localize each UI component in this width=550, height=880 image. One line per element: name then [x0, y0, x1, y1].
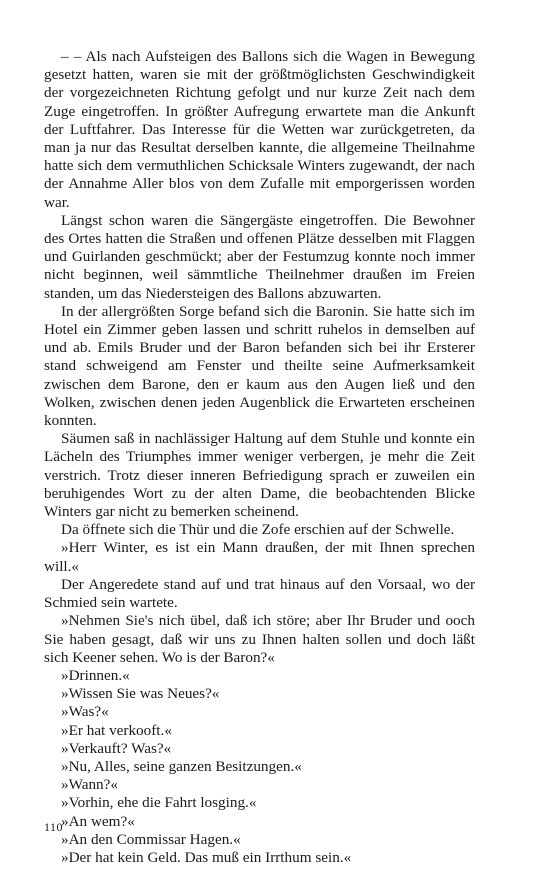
dialogue-line: »Der hat kein Geld. Das muß ein Irrthum sein.« [61, 848, 352, 866]
paragraph-5: Da öffnete sich die Thür und die Zofe erschien auf der Schwelle. [61, 521, 455, 539]
dialogue-line: »Herr Winter, es ist ein Mann draußen, der mit Ihnen sprechen will.« [44, 539, 475, 575]
paragraph-7: Der Angeredete stand auf und trat hinaus auf den Vorsaal, wo der Schmied sein wartete. [44, 575, 475, 612]
dialogue-line: »Nu, Alles, seine ganzen Besitzungen.« [61, 757, 302, 775]
dialogue-line: »Nehmen Sie's nich übel, daß ich störe; aber Ihr Bruder und ooch Sie haben gesagt, daß wir uns zu Ihnen halten sollen und doch läßt sich Keener sehen. Wo is der Baron?« [44, 612, 475, 666]
paragraph-3: In der allergrößten Sorge befand sich die Baronin. Sie hatte sich im Hotel ein Zimmer geben lassen und schritt ruhelos in demselben auf und ab. Emils Bruder und der Baron befanden sich bei ihr Ersterer stand schweigend am Fenster und theilte seine Aufmerksamkeit zwischen dem Barone, den er kaum aus den Augen ließ und den Wolken, zwischen denen jeden Augenblick die Erwarteten erscheinen konnten. [44, 302, 475, 430]
dialogue-line: »An den Commissar Hagen.« [61, 830, 241, 848]
dialogue-line: »An wem?« [61, 812, 135, 830]
paragraph-4: Säumen saß in nachlässiger Haltung auf dem Stuhle und konnte ein Lächeln des Triumphes immer weniger verbergen, je mehr die Zeit verstrich. Trotz dieser inneren Befriedigung sprach er zuweilen ein beruhigendes Wort zu der alten Dame, die beobachtenden Blicke Winters gar nicht zu bemerken scheinend. [44, 430, 475, 521]
dialogue-line: »Drinnen.« [61, 666, 130, 684]
body-text [44, 48, 475, 867]
dialogue-line: »Vorhin, ehe die Fahrt losging.« [61, 794, 257, 812]
paragraph-1: – – Als nach Aufsteigen des Ballons sich die Wagen in Bewegung gesetzt hatten, waren sie mit der größtmöglichsten Geschwindigkeit der vorgezeichneten Richtung gefolgt und nur kurze Zeit nach dem Zuge eingetroffen. In größter Aufregung erwartete man die Ankunft der Luftfahrer. Das Interesse für die Wetten war zurückgetreten, da man ja nur das Resultat derselben kannte, die allgemeine Theilnahme hatte sich dem vermuthlichen Schicksale Winters zugewandt, der nach der Annahme Aller blos von dem Zufalle mit emporgerissen worden war. [44, 48, 475, 211]
dialogue-line: »Er hat verkooft.« [61, 721, 172, 739]
dialogue-line: »Verkauft? Was?« [61, 739, 172, 757]
page-number: 110 [44, 820, 64, 834]
dialogue-line: »Wissen Sie was Neues?« [61, 685, 220, 703]
dialogue-line: »Wann?« [61, 776, 118, 794]
dialogue-line: »Was?« [61, 703, 109, 721]
paragraph-2: Längst schon waren die Sängergäste eingetroffen. Die Bewohner des Ortes hatten die Straßen und offenen Plätze desselben mit Flaggen und Guirlanden geschmückt; aber der Festumzug konnte noch immer nicht beginnen, weil sämmtliche Theilnehmer draußen im Freien standen, um das Niedersteigen des Ballons abzuwarten. [44, 211, 475, 302]
